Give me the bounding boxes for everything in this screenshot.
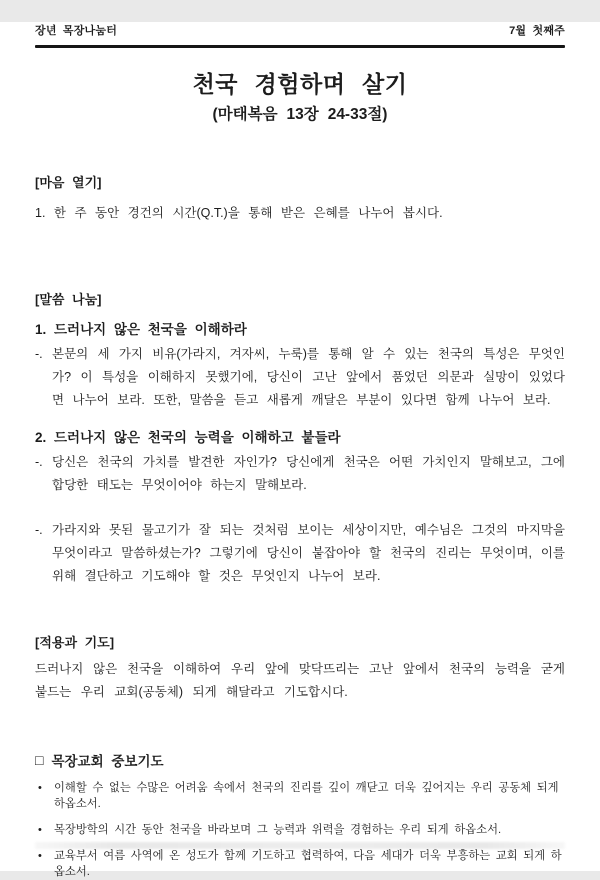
- bullet-icon: •: [38, 850, 42, 862]
- list-item: [35, 780, 565, 812]
- dash-marker: -.: [35, 455, 43, 469]
- point2-title: 2. 드러나지 않은 천국의 능력을 이해하고 붙들라: [35, 430, 341, 445]
- point1-question: [35, 343, 565, 412]
- bullet-icon: •: [38, 782, 42, 794]
- word-sharing-heading: [말씀 나눔]: [35, 292, 102, 307]
- bullet-text: 이해할 수 없는 수많은 어려움 속에서 천국의 진리를 깊이 깨닫고 더욱 깊어지는 우리 공동체 되게 하옵소서.: [54, 782, 559, 810]
- header-right-text: 7월 첫째주: [509, 25, 565, 37]
- page-subtitle: (마태복음 13장 24-33절): [212, 106, 388, 123]
- section-intercession: [35, 750, 565, 880]
- bullet-icon: •: [38, 824, 42, 836]
- list-item: [35, 822, 565, 838]
- scan-artifact-band: [35, 842, 565, 849]
- application-prayer-heading: [적용과 기도]: [35, 635, 115, 650]
- dash-marker: -.: [35, 523, 43, 537]
- bullet-text: 교육부서 여름 사역에 온 성도가 함께 기도하고 협력하여, 다음 세대가 더욱 부흥하는 교회 되게 하옵소서.: [54, 850, 562, 878]
- checkbox-icon: □: [35, 752, 44, 768]
- page-title: 천국 경험하며 살기: [192, 71, 408, 97]
- point2-question-2-text: 가라지와 못된 물고기가 잘 되는 것처럼 보이는 세상이지만, 예수님은 그것의 마지막을 무엇이라고 말씀하셨는가? 그렇기에 당신이 붙잡아야 할 천국의 진리는 무엇이며, 이를 위해 결단하고 기도해야 할 것은 무엇인지 나누어 보라.: [52, 523, 565, 583]
- point2-question-1-text: 당신은 천국의 가치를 발견한 자인가? 당신에게 천국은 어떤 가치인지 말해보고, 그에 합당한 태도는 무엇이어야 하는지 말해보라.: [52, 455, 565, 492]
- point2-question-2: [35, 519, 565, 588]
- point1-question-text: 본문의 세 가지 비유(가라지, 겨자씨, 누룩)를 통해 알 수 있는 천국의 특성은 무엇인가? 이 특성을 이해하지 못했기에, 당신이 고난 앞에서 품었던 의문과 실망이 있었다면 나누어 보라. 또한, 말씀을 듣고 새롭게 깨달은 부분이 있다면 함께 나누어 보라.: [52, 347, 565, 407]
- point2-question-1: [35, 451, 565, 497]
- application-prayer-body: 드러나지 않은 천국을 이해하여 우리 앞에 맞닥뜨리는 고난 앞에서 천국의 능력을 굳게 붙드는 우리 교회(공동체) 되게 해달라고 기도합시다.: [35, 662, 565, 699]
- section-application-prayer: [35, 632, 565, 704]
- mind-opening-heading: [마음 열기]: [35, 175, 102, 190]
- section-word-sharing: [35, 289, 565, 588]
- section-mind-opening: [35, 172, 565, 225]
- list-item: [35, 848, 565, 880]
- mind-opening-item: 1. 한 주 동안 경건의 시간(Q.T.)을 통해 받은 은혜를 나누어 봅시다.: [35, 206, 443, 220]
- bullet-text: 목장방학의 시간 동안 천국을 바라보며 그 능력과 위력을 경험하는 우리 되게 하옵소서.: [54, 824, 502, 836]
- intercession-bullet-list: [35, 780, 565, 880]
- header-rule: [35, 45, 565, 48]
- page-header: [35, 22, 565, 38]
- dash-marker: -.: [35, 347, 43, 361]
- intercession-heading-text: 목장교회 중보기도: [51, 754, 164, 769]
- document-page: [0, 22, 600, 878]
- point1-title: 1. 드러나지 않은 천국을 이해하라: [35, 322, 247, 337]
- header-left-text: 장년 목장나눔터: [35, 25, 118, 37]
- intercession-heading: [35, 750, 565, 770]
